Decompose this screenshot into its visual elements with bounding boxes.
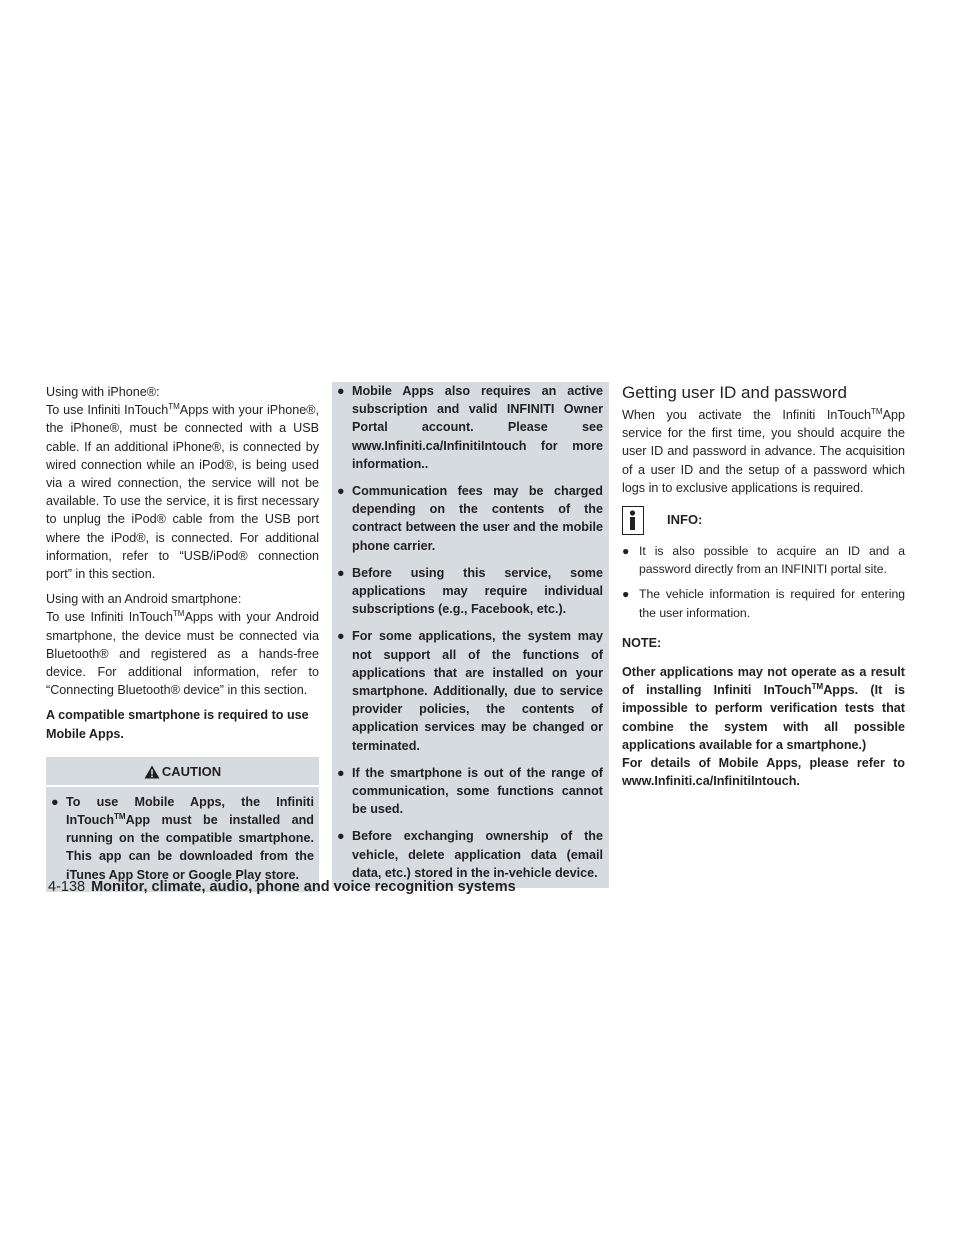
compatibility-notice: A compatible smartphone is required to use Mobile Apps. bbox=[46, 708, 309, 741]
bullet-icon: ● bbox=[51, 794, 59, 809]
caution-divider bbox=[46, 785, 319, 787]
bullet-icon: ● bbox=[337, 765, 345, 780]
caution-title: CAUTION bbox=[161, 763, 222, 779]
caution-bullet: ● Before using this service, some applications may require individual subscriptions (e.g., Facebook, etc.). bbox=[337, 564, 603, 619]
section-title: Monitor, climate, audio, phone and voice recognition systems bbox=[91, 879, 516, 895]
section-heading: Getting user ID and password bbox=[622, 383, 847, 402]
info-label: INFO: bbox=[667, 512, 703, 528]
caution-bullet: ● Before exchanging ownership of the vehicle, delete application data (email data, etc.) stored in the in-vehicle device. bbox=[337, 827, 603, 882]
bullet-icon: ● bbox=[337, 629, 345, 644]
caution-header bbox=[51, 761, 314, 783]
caution-bullet: ● Mobile Apps also requires an active subscription and valid INFINITI Owner Portal account. Please see www.Infiniti.ca/InfinitiIntouch for more information.. bbox=[337, 382, 603, 473]
bullet-icon: ● bbox=[337, 829, 345, 844]
info-header bbox=[622, 506, 905, 535]
bullet-icon: ● bbox=[337, 384, 345, 398]
user-id-paragraph: When you activate the Infiniti InTouch™App service for the first time, you should acquire the user ID and password in advance. The acquisition of a user ID and the setup of a password which logs in to exclusive applications is required. bbox=[622, 407, 905, 495]
info-bullet: ● It is also possible to acquire an ID and a password directly from an INFINITI portal site. bbox=[622, 542, 905, 578]
warning-triangle-icon bbox=[144, 765, 160, 779]
caution-bullet: ● Communication fees may be charged depending on the contents of the contract between the user and the mobile phone carrier. bbox=[337, 482, 603, 555]
caution-bullet: ● To use Mobile Apps, the Infiniti InTouch™App must be installed and running on the compatible smartphone. This app can be downloaded from the iTunes App Store or Google Play store. bbox=[51, 793, 314, 884]
caution-bullet: ● If the smartphone is out of the range of communication, some functions cannot be used. bbox=[337, 764, 603, 819]
left-column bbox=[46, 383, 319, 892]
bullet-icon: ● bbox=[622, 544, 630, 559]
bullet-icon: ● bbox=[337, 484, 345, 499]
iphone-paragraph: Using with iPhone®: To use Infiniti InTouch™Apps with your iPhone®, the iPhone®, must be connected with a USB cable. If an additional iPhone®, is connected by wired connection while an iPod®, is being used via a wired connection, the service will not be available. To use the service, it is first necessary to unplug the iPod® cable from the USB port where the iPod®, is connected. For additional information, refer to “USB/iPod® connection port” in this section. bbox=[46, 385, 320, 582]
caution-bullet: ● For some applications, the system may not support all of the functions of applications that are installed on your smartphone. Additionally, due to service provider policies, the contents of application services may be changed or terminated. bbox=[337, 627, 603, 754]
caution-continued-box bbox=[332, 382, 609, 888]
page-number: 4-138 bbox=[48, 879, 86, 895]
note-paragraph: Other applications may not operate as a result of installing Infiniti InTouch™Apps. (It is impossible to perform verification tests that combine the system with all possible applications available for a smartphone.) For details of Mobile Apps, please refer to www.Infiniti.ca/InfinitiIntouch. bbox=[622, 665, 905, 789]
right-column bbox=[622, 383, 905, 790]
bullet-icon: ● bbox=[622, 587, 630, 602]
bullet-icon: ● bbox=[337, 565, 345, 580]
middle-column bbox=[332, 383, 609, 888]
note-label: NOTE: bbox=[622, 635, 662, 650]
caution-box bbox=[46, 757, 319, 892]
info-icon bbox=[622, 506, 644, 535]
android-paragraph: Using with an Android smartphone: To use Infiniti InTouch™Apps with your Android smartphone, the device must be connected via Bluetooth® and registered as a hands-free device. For additional information, refer to “Connecting Bluetooth® device” in this section. bbox=[46, 592, 320, 698]
info-list bbox=[622, 542, 905, 622]
page-footer bbox=[48, 879, 516, 895]
info-bullet: ● The vehicle information is required for entering the user information. bbox=[622, 585, 905, 621]
